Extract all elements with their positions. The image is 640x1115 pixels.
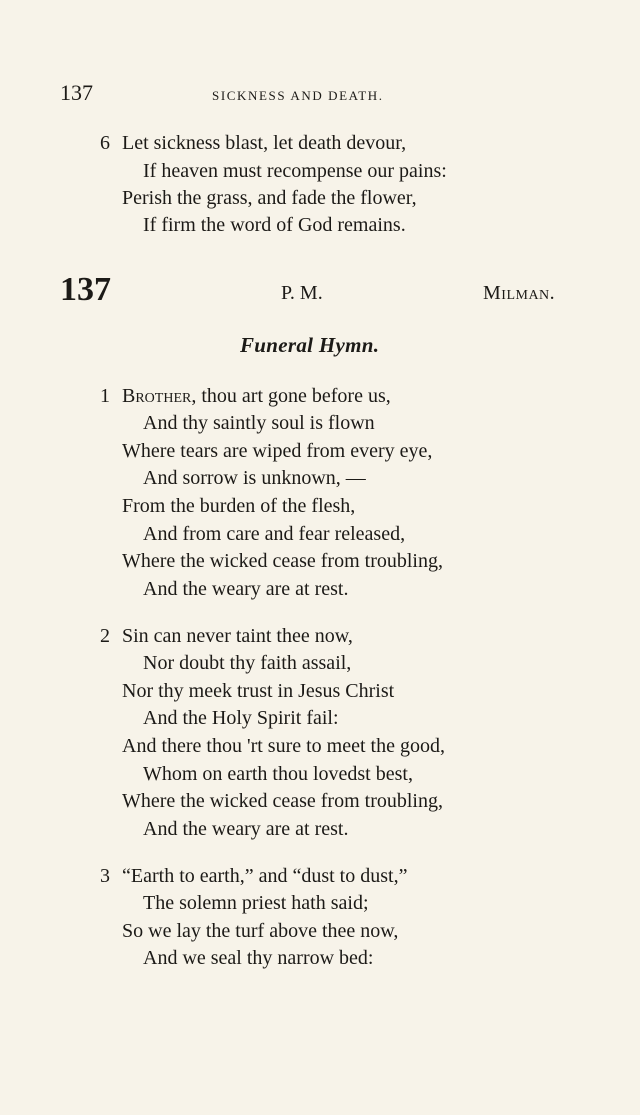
hymn-author: Milman. [483,282,556,304]
verse-line: If heaven must recompense our pains: [143,160,447,182]
verse-line: Sin can never taint thee now, [122,625,353,647]
verse-line: And there thou 'rt sure to meet the good, [122,735,445,757]
verse-line: The solemn priest hath said; [143,892,369,914]
verse-line [122,384,391,408]
verse-line: From the burden of the flesh, [122,495,356,517]
verse-line: Nor doubt thy faith assail, [143,652,352,674]
verse-line: Let sickness blast, let death devour, [122,132,407,154]
stanza-number: 1 [100,385,110,407]
verse-line-rest: thou art gone before us, [196,385,391,407]
verse-line: And from care and fear released, [143,523,406,545]
verse-line: Perish the grass, and fade the flower, [122,187,417,209]
stanza-number: 6 [100,132,110,154]
verse-line: Where tears are wiped from every eye, [122,440,433,462]
running-title: SICKNESS AND DEATH. [212,88,384,103]
verse-line: “Earth to earth,” and “dust to dust,” [122,865,408,887]
hymn-number: 137 [60,271,111,308]
verse-line: So we lay the turf above thee now, [122,920,399,942]
verse-line: Where the wicked cease from troubling, [122,790,443,812]
verse-line: And we seal thy narrow bed: [143,947,374,969]
verse-line: And the Holy Spirit fail: [143,707,339,729]
stanza-number: 3 [100,865,110,887]
page-number: 137 [60,80,93,105]
verse-line: And thy saintly soul is flown [143,412,375,434]
verse-line: Where the wicked cease from troubling, [122,550,443,572]
verse-line: And sorrow is unknown, — [143,467,366,489]
hymn-title: Funeral Hymn. [240,333,380,357]
stanza-first-word: Brother, [122,385,197,407]
verse-line: Whom on earth thou lovedst best, [143,763,413,785]
verse-line: If firm the word of God remains. [143,214,406,236]
verse-line: Nor thy meek trust in Jesus Christ [122,680,395,702]
verse-line: And the weary are at rest. [143,818,349,840]
verse-line: And the weary are at rest. [143,578,349,600]
hymn-meter: P. M. [281,282,323,304]
stanza-number: 2 [100,625,110,647]
